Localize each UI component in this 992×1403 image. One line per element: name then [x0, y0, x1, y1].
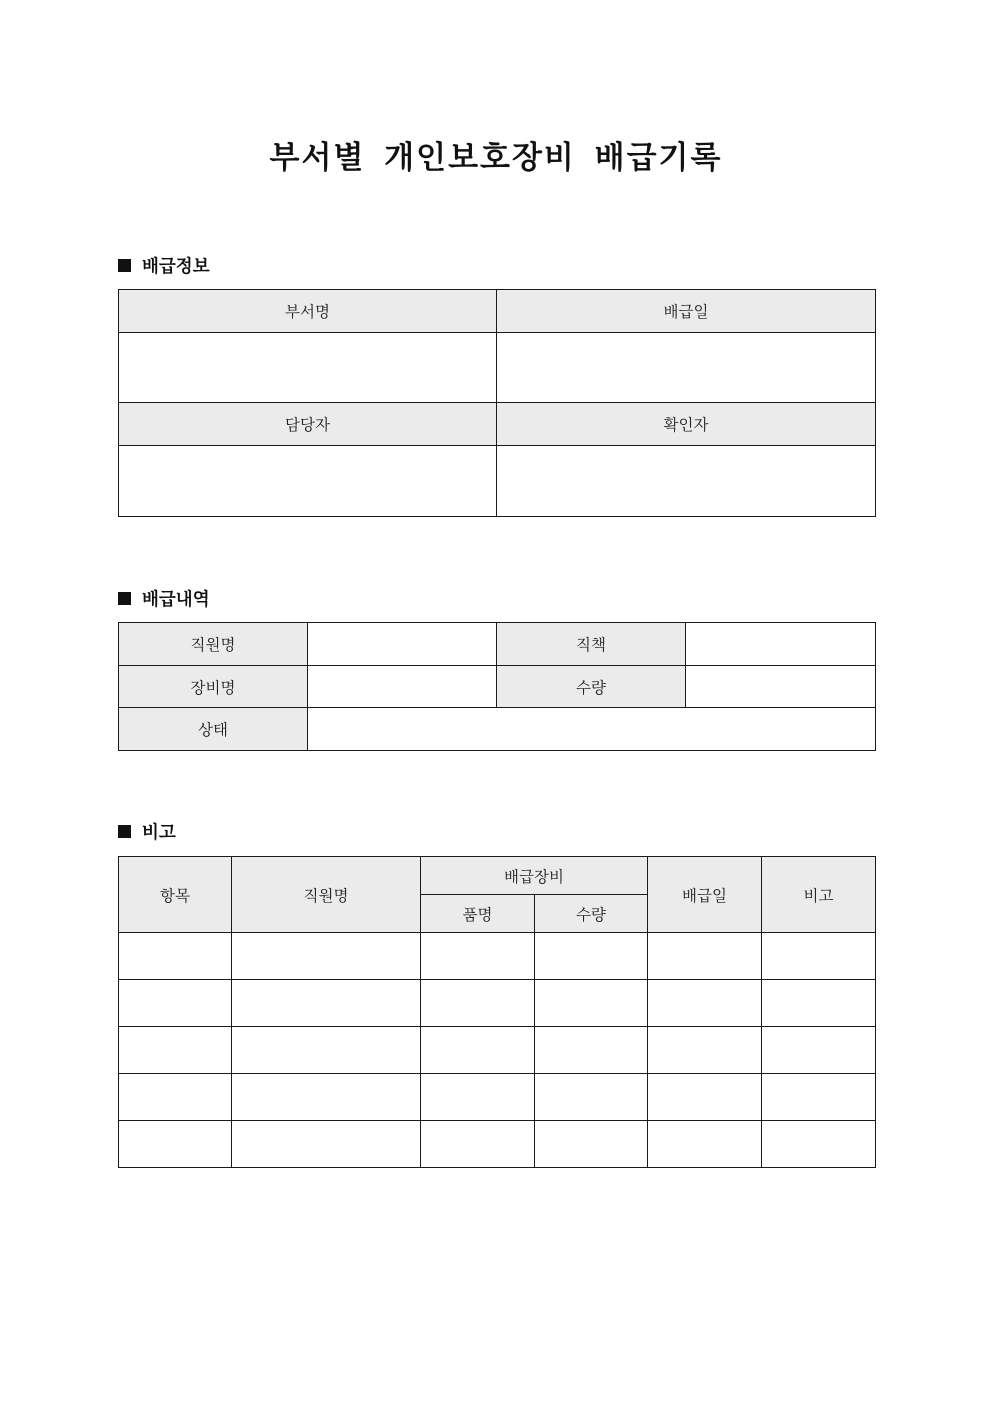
date-label: 배급일: [497, 290, 876, 333]
section-heading-remarks-label: 비고: [142, 822, 176, 843]
square-bullet-icon: [118, 592, 131, 605]
table-cell[interactable]: [119, 933, 232, 980]
table-cell[interactable]: [119, 1074, 232, 1121]
date-field[interactable]: [497, 333, 876, 403]
employee-label: 직원명: [119, 623, 308, 666]
header-item: 항목: [119, 857, 232, 933]
quantity-field[interactable]: [686, 666, 876, 708]
confirmer-field[interactable]: [497, 446, 876, 517]
table-cell[interactable]: [535, 933, 648, 980]
table-cell[interactable]: [421, 1121, 535, 1168]
table-cell[interactable]: [535, 980, 648, 1027]
table-cell[interactable]: [232, 1027, 421, 1074]
department-label: 부서명: [119, 290, 497, 333]
table-cell[interactable]: [421, 1027, 535, 1074]
section-heading-remarks: [118, 819, 176, 843]
section-heading-info-label: 배급정보: [142, 256, 210, 277]
table-cell[interactable]: [119, 1121, 232, 1168]
table-cell[interactable]: [119, 1027, 232, 1074]
section-heading-info: [118, 253, 210, 277]
table-cell[interactable]: [648, 1074, 762, 1121]
employee-field[interactable]: [308, 623, 497, 666]
section-heading-details: [118, 586, 210, 610]
table-cell[interactable]: [535, 1027, 648, 1074]
equipment-field[interactable]: [308, 666, 497, 708]
table-cell[interactable]: [232, 933, 421, 980]
table-cell[interactable]: [119, 980, 232, 1027]
header-employee: 직원명: [232, 857, 421, 933]
table-cell[interactable]: [762, 980, 876, 1027]
info-table: [118, 289, 876, 517]
position-field[interactable]: [686, 623, 876, 666]
table-cell[interactable]: [648, 980, 762, 1027]
square-bullet-icon: [118, 259, 131, 272]
table-cell[interactable]: [648, 1027, 762, 1074]
details-table: [118, 622, 876, 751]
position-label: 직책: [497, 623, 686, 666]
header-quantity: 수량: [535, 895, 648, 933]
square-bullet-icon: [118, 825, 131, 838]
header-equipment-group: 배급장비: [421, 857, 648, 895]
remarks-table: [118, 856, 876, 1168]
table-cell[interactable]: [232, 1121, 421, 1168]
table-cell[interactable]: [421, 980, 535, 1027]
table-row: [119, 933, 876, 980]
table-row: [119, 980, 876, 1027]
section-heading-details-label: 배급내역: [142, 589, 210, 610]
department-field[interactable]: [119, 333, 497, 403]
table-cell[interactable]: [762, 1074, 876, 1121]
table-cell[interactable]: [421, 1074, 535, 1121]
table-cell[interactable]: [762, 1121, 876, 1168]
table-cell[interactable]: [762, 1027, 876, 1074]
status-field[interactable]: [308, 708, 876, 751]
table-row: [119, 1121, 876, 1168]
manager-label: 담당자: [119, 403, 497, 446]
table-row: [119, 1027, 876, 1074]
table-cell[interactable]: [762, 933, 876, 980]
manager-field[interactable]: [119, 446, 497, 517]
equipment-label: 장비명: [119, 666, 308, 708]
table-cell[interactable]: [535, 1074, 648, 1121]
header-date: 배급일: [648, 857, 762, 933]
page-title: 부서별 개인보호장비 배급기록: [269, 140, 723, 176]
table-cell[interactable]: [232, 1074, 421, 1121]
table-cell[interactable]: [648, 933, 762, 980]
table-cell[interactable]: [648, 1121, 762, 1168]
quantity-label: 수량: [497, 666, 686, 708]
header-product-name: 품명: [421, 895, 535, 933]
status-label: 상태: [119, 708, 308, 751]
table-cell[interactable]: [535, 1121, 648, 1168]
table-cell[interactable]: [232, 980, 421, 1027]
table-row: [119, 1074, 876, 1121]
header-remark: 비고: [762, 857, 876, 933]
confirmer-label: 확인자: [497, 403, 876, 446]
table-cell[interactable]: [421, 933, 535, 980]
